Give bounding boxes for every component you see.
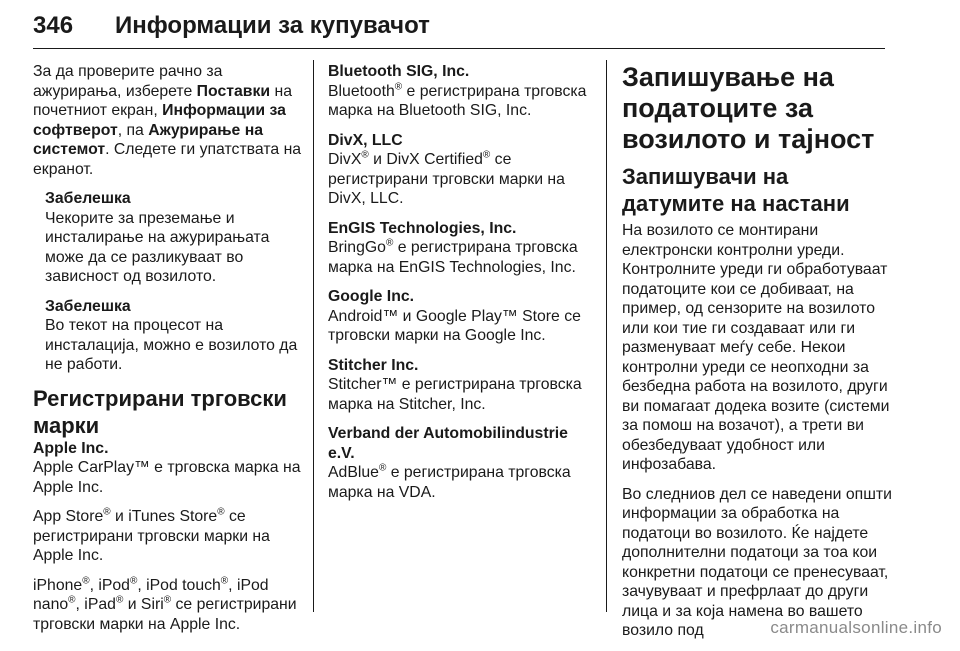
brand-engis	[328, 219, 596, 278]
note-text: Чекорите за преземање и инсталирање на ажурирањата може да се разликуваат во зависност од возилото.	[45, 209, 270, 285]
body-paragraph-2: Во следниов дел се наведени општи информации за обработка на податоци во возилото. Ќе најдете дополнителни податоци за тоа кои конкретни податоци се пренесуваат, зачувуваат и префрлаат до други лица и за која намена во вашето возило под	[622, 485, 892, 639]
note-1	[45, 189, 305, 287]
header-divider	[33, 48, 885, 49]
brand-vda	[328, 424, 596, 502]
column-divider-1	[313, 60, 314, 612]
brand-stitcher	[328, 356, 596, 415]
brand-title: EnGIS Technologies, Inc.	[328, 219, 517, 237]
page-number: 346	[33, 12, 74, 39]
running-title: Информации за купувачот	[115, 12, 430, 39]
brand-title: DivX, LLC	[328, 131, 403, 149]
brand-title: Stitcher Inc.	[328, 356, 419, 374]
brand-divx	[328, 131, 596, 209]
brand-title: Verband der Automobilindustrie e.V.	[328, 425, 568, 462]
brand-google	[328, 287, 596, 346]
brand-text: Bluetooth® е регистрирана трговска марка на Bluetooth SIG, Inc.	[328, 81, 587, 119]
brand-text: DivX® и DivX Certified® се регистрирани трговски марки на DivX, LLC.	[328, 149, 565, 207]
brand-title: Google Inc.	[328, 288, 415, 305]
note-2	[45, 297, 305, 375]
brand-title: Bluetooth SIG, Inc.	[328, 63, 470, 80]
apple-devices-text: iPhone®, iPod®, iPod touch®, iPod nano®, iPad® и Siri® се регистрирани трговски марки на Apple Inc.	[33, 575, 297, 633]
settings-term: Поставки	[196, 82, 271, 100]
column-divider-2	[606, 60, 607, 612]
watermark: carmanualsonline.info	[770, 618, 942, 637]
brand-bluetooth	[328, 62, 596, 121]
brand-text: AdBlue® е регистрирана трговска марка на VDA.	[328, 462, 571, 501]
system-update-term: Ажурирање на системот	[33, 121, 264, 158]
body-paragraph-1: На возилото се монтирани електронски контролни уреди. Контролните уреди ги обработуваат податоците кои се добиваат, на пример, од сензорите на возилото или кои тие ги создаваат или ги разменуваат меѓу себе. Некои контролни уреди се неопходни за безбедна работа на возилото, други ви помагаат додека возите (системи за помош на возачот), а трети ви обезбедуваат удобност или инфозабава.	[622, 222, 890, 473]
brand-text: BringGo® е регистрирана трговска марка на EnGIS Technologies, Inc.	[328, 237, 578, 276]
trademarks-heading: Регистрирани трговски марки	[33, 385, 287, 438]
note-title: Забелешка	[45, 190, 131, 207]
brand-text: Stitcher™ е регистрирана трговска марка на Stitcher, Inc.	[328, 376, 582, 413]
brand-text: Android™ и Google Play™ Store се трговски марки на Google Inc.	[328, 307, 581, 344]
update-instructions: За да проверите рачно за ажурирања, изберете Поставки на почетниот екран, Информации за софтверот, па Ажурирање на системот. Следете ги упатствата на екранот.	[33, 63, 302, 178]
section-heading: Запишување на податоците за возилото и тајност	[622, 62, 875, 154]
page-header	[33, 10, 893, 50]
column-2	[328, 62, 596, 512]
column-3	[622, 62, 892, 651]
note-title: Забелешка	[45, 297, 131, 315]
apple-carplay-text: Apple CarPlay™ е трговска марка на Apple Inc.	[33, 459, 301, 496]
software-info-term: Информации за софтверот	[33, 102, 286, 139]
column-1	[33, 62, 305, 644]
subsection-heading: Запишувачи на датумите на настани	[622, 164, 850, 216]
apple-title: Apple Inc.	[33, 439, 109, 457]
apple-store-text: App Store® и iTunes Store® се регистрирани трговски марки на Apple Inc.	[33, 506, 270, 564]
note-text: Во текот на процесот на инсталација, можно е возилото да не работи.	[45, 317, 298, 373]
